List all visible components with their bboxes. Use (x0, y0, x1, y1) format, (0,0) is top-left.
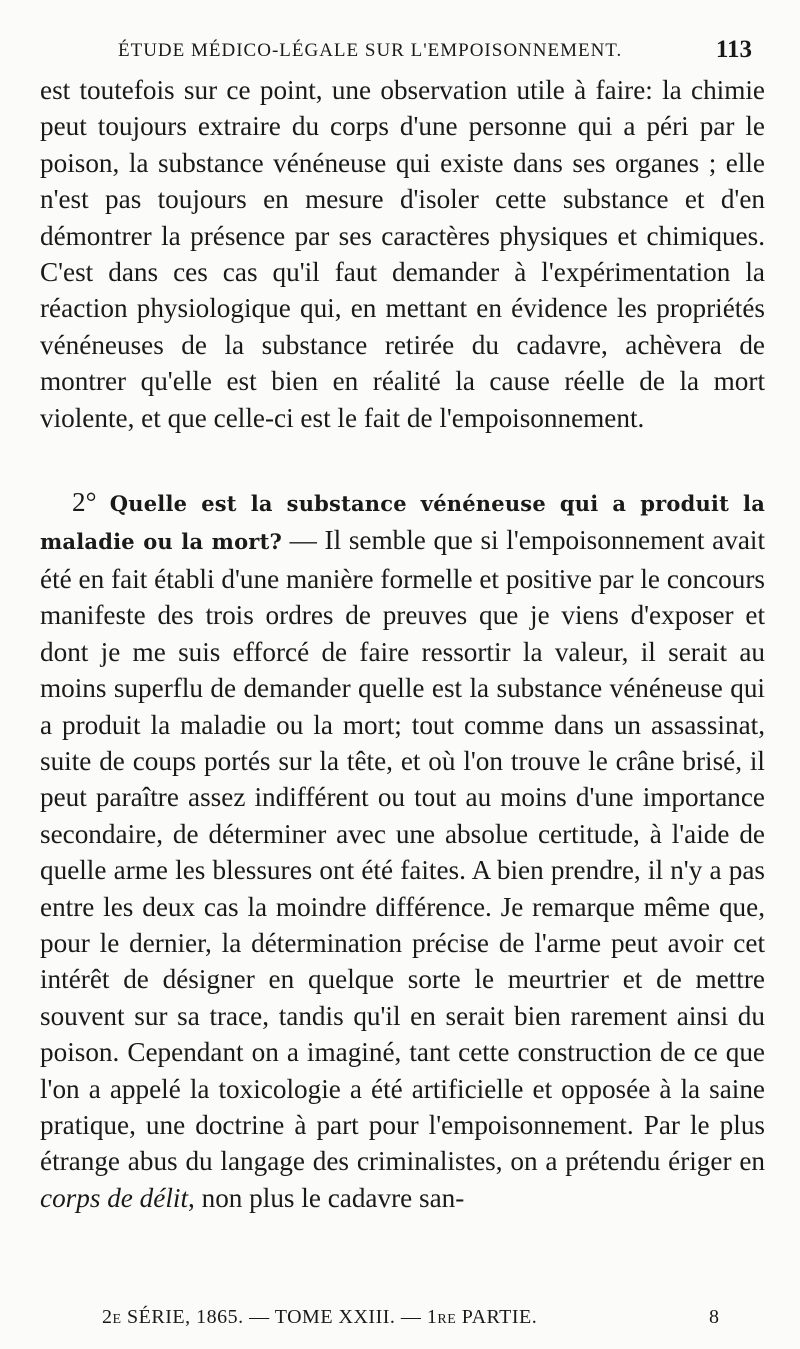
page-body (40, 72, 765, 1216)
italic-term: corps de délit (40, 1182, 188, 1213)
footer-series: 2e SÉRIE, 1865. — TOME XXIII. — 1re PARTIE. (102, 1306, 538, 1328)
section-number: 2° (72, 487, 97, 518)
running-title: ÉTUDE MÉDICO-LÉGALE SUR L'EMPOISONNEMENT. (118, 40, 623, 61)
footer-signature: 8 (709, 1306, 719, 1328)
section-text-end: , non plus le cadavre san- (188, 1182, 465, 1213)
section-text: — Il semble que si l'empoisonnement avait été en fait établi d'une manière formelle et positive par le concours manifeste des trois ordres de preuves que je viens d'exposer et dont je me suis efforcé de faire ressortir la valeur, il serait au moins superflu de demander quelle est la substance vénéneuse qui a produit la maladie ou la mort; tout comme dans un assassinat, suite de coups portés sur la tête, et où l'on trouve le crâne brisé, il peut paraître assez indifférent ou tout au moins d'une importance secondaire, de déterminer avec une absolue certitude, à l'aide de quelle arme les blessures ont été faites. A bien prendre, il n'y a pas entre les deux cas la moindre différence. Je remarque même que, pour le dernier, la détermination précise de l'arme peut avoir cet intérêt de désigner en quelque sorte le meurtrier et de mettre souvent sur sa trace, tandis qu'il en serait bien rarement ainsi du poison. Cependant on a imaginé, tant cette construction de ce que l'on a appelé la toxicologie a été artificielle et opposée à la saine pratique, une doctrine à part pour l'empoisonnement. Par le plus étrange abus du langage des criminalistes, on a prétendu ériger en (40, 525, 765, 1177)
section-heading: Quelle est la substance vénéneuse qui a produit la maladie ou la mort? (40, 491, 766, 555)
page-number: 113 (715, 36, 752, 63)
page-footer (40, 1306, 765, 1336)
page-header (40, 36, 760, 70)
paragraph-section-2 (40, 484, 765, 1216)
paragraph-continuation: est toutefois sur ce point, une observation utile à faire: la chimie peut toujours extraire du corps d'une personne qui a péri par le poison, la substance vénéneuse qui existe dans ses organes ; elle n'est pas toujours en mesure d'isoler cette substance et d'en démontrer la présence par ses caractères physiques et chimiques. C'est dans ces cas qu'il faut demander à l'expérimentation la réaction physiologique qui, en mettant en évidence les propriétés vénéneuses de la substance retirée du cadavre, achèvera de montrer qu'elle est bien en réalité la cause réelle de la mort violente, et que celle-ci est le fait de l'empoisonnement. (40, 75, 765, 433)
